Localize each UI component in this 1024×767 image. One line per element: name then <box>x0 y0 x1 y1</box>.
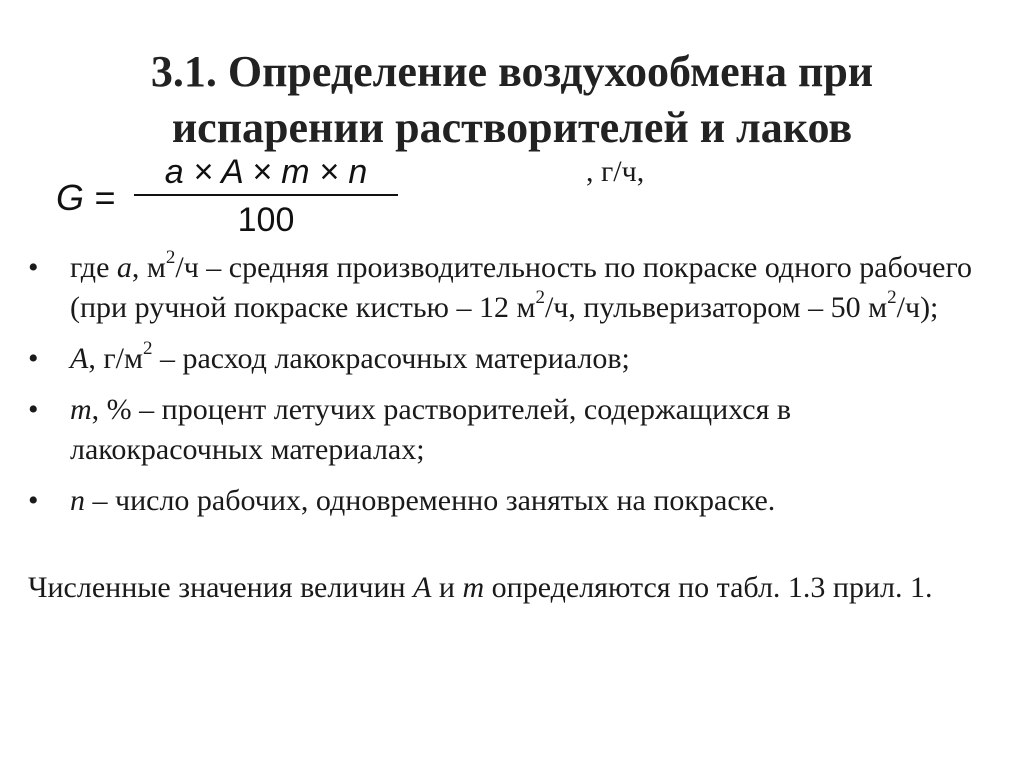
bullet-icon: • <box>28 342 39 375</box>
bullet-icon: • <box>28 484 39 517</box>
footnote: Численные значения величин A и m определяются по табл. 1.3 прил. 1. <box>28 571 933 604</box>
list-item: • A, $г/м^2$ – расход лакокрасочных материалов; <box>28 339 988 379</box>
slide-title <box>0 44 1024 156</box>
var-n: n <box>70 484 85 517</box>
var-m: m <box>70 393 92 426</box>
bullet-icon: • <box>28 393 39 426</box>
formula-numerator: a × A × m × n <box>164 153 368 191</box>
fraction-bar <box>134 194 398 196</box>
title-line-1: 3.1. Определение воздухообмена при <box>150 47 874 96</box>
title-line-2: испарении растворителей и лаков <box>171 103 853 152</box>
formula <box>56 152 368 244</box>
list-item: • n – число рабочих, одновременно занятых на покраске. <box>28 481 988 521</box>
bullet-icon: • <box>28 251 39 284</box>
formula-lhs: G = <box>56 177 116 218</box>
formula-unit: , г/ч, <box>586 155 645 188</box>
var-A: A <box>70 342 89 375</box>
var-a: a <box>116 251 132 284</box>
formula-denominator: 100 <box>237 201 295 239</box>
variable-list <box>28 248 988 532</box>
list-item: • где a, $м^2/ч$ – средняя производительность по покраске одного рабочего (при ручной покраске кистью – 12 $м^2/ч$, пульверизатором – 50 $м^2/ч$); <box>28 247 973 324</box>
list-item: • m, % – процент летучих растворителей, содержащихся в лакокрасочных материалах; <box>28 390 988 470</box>
